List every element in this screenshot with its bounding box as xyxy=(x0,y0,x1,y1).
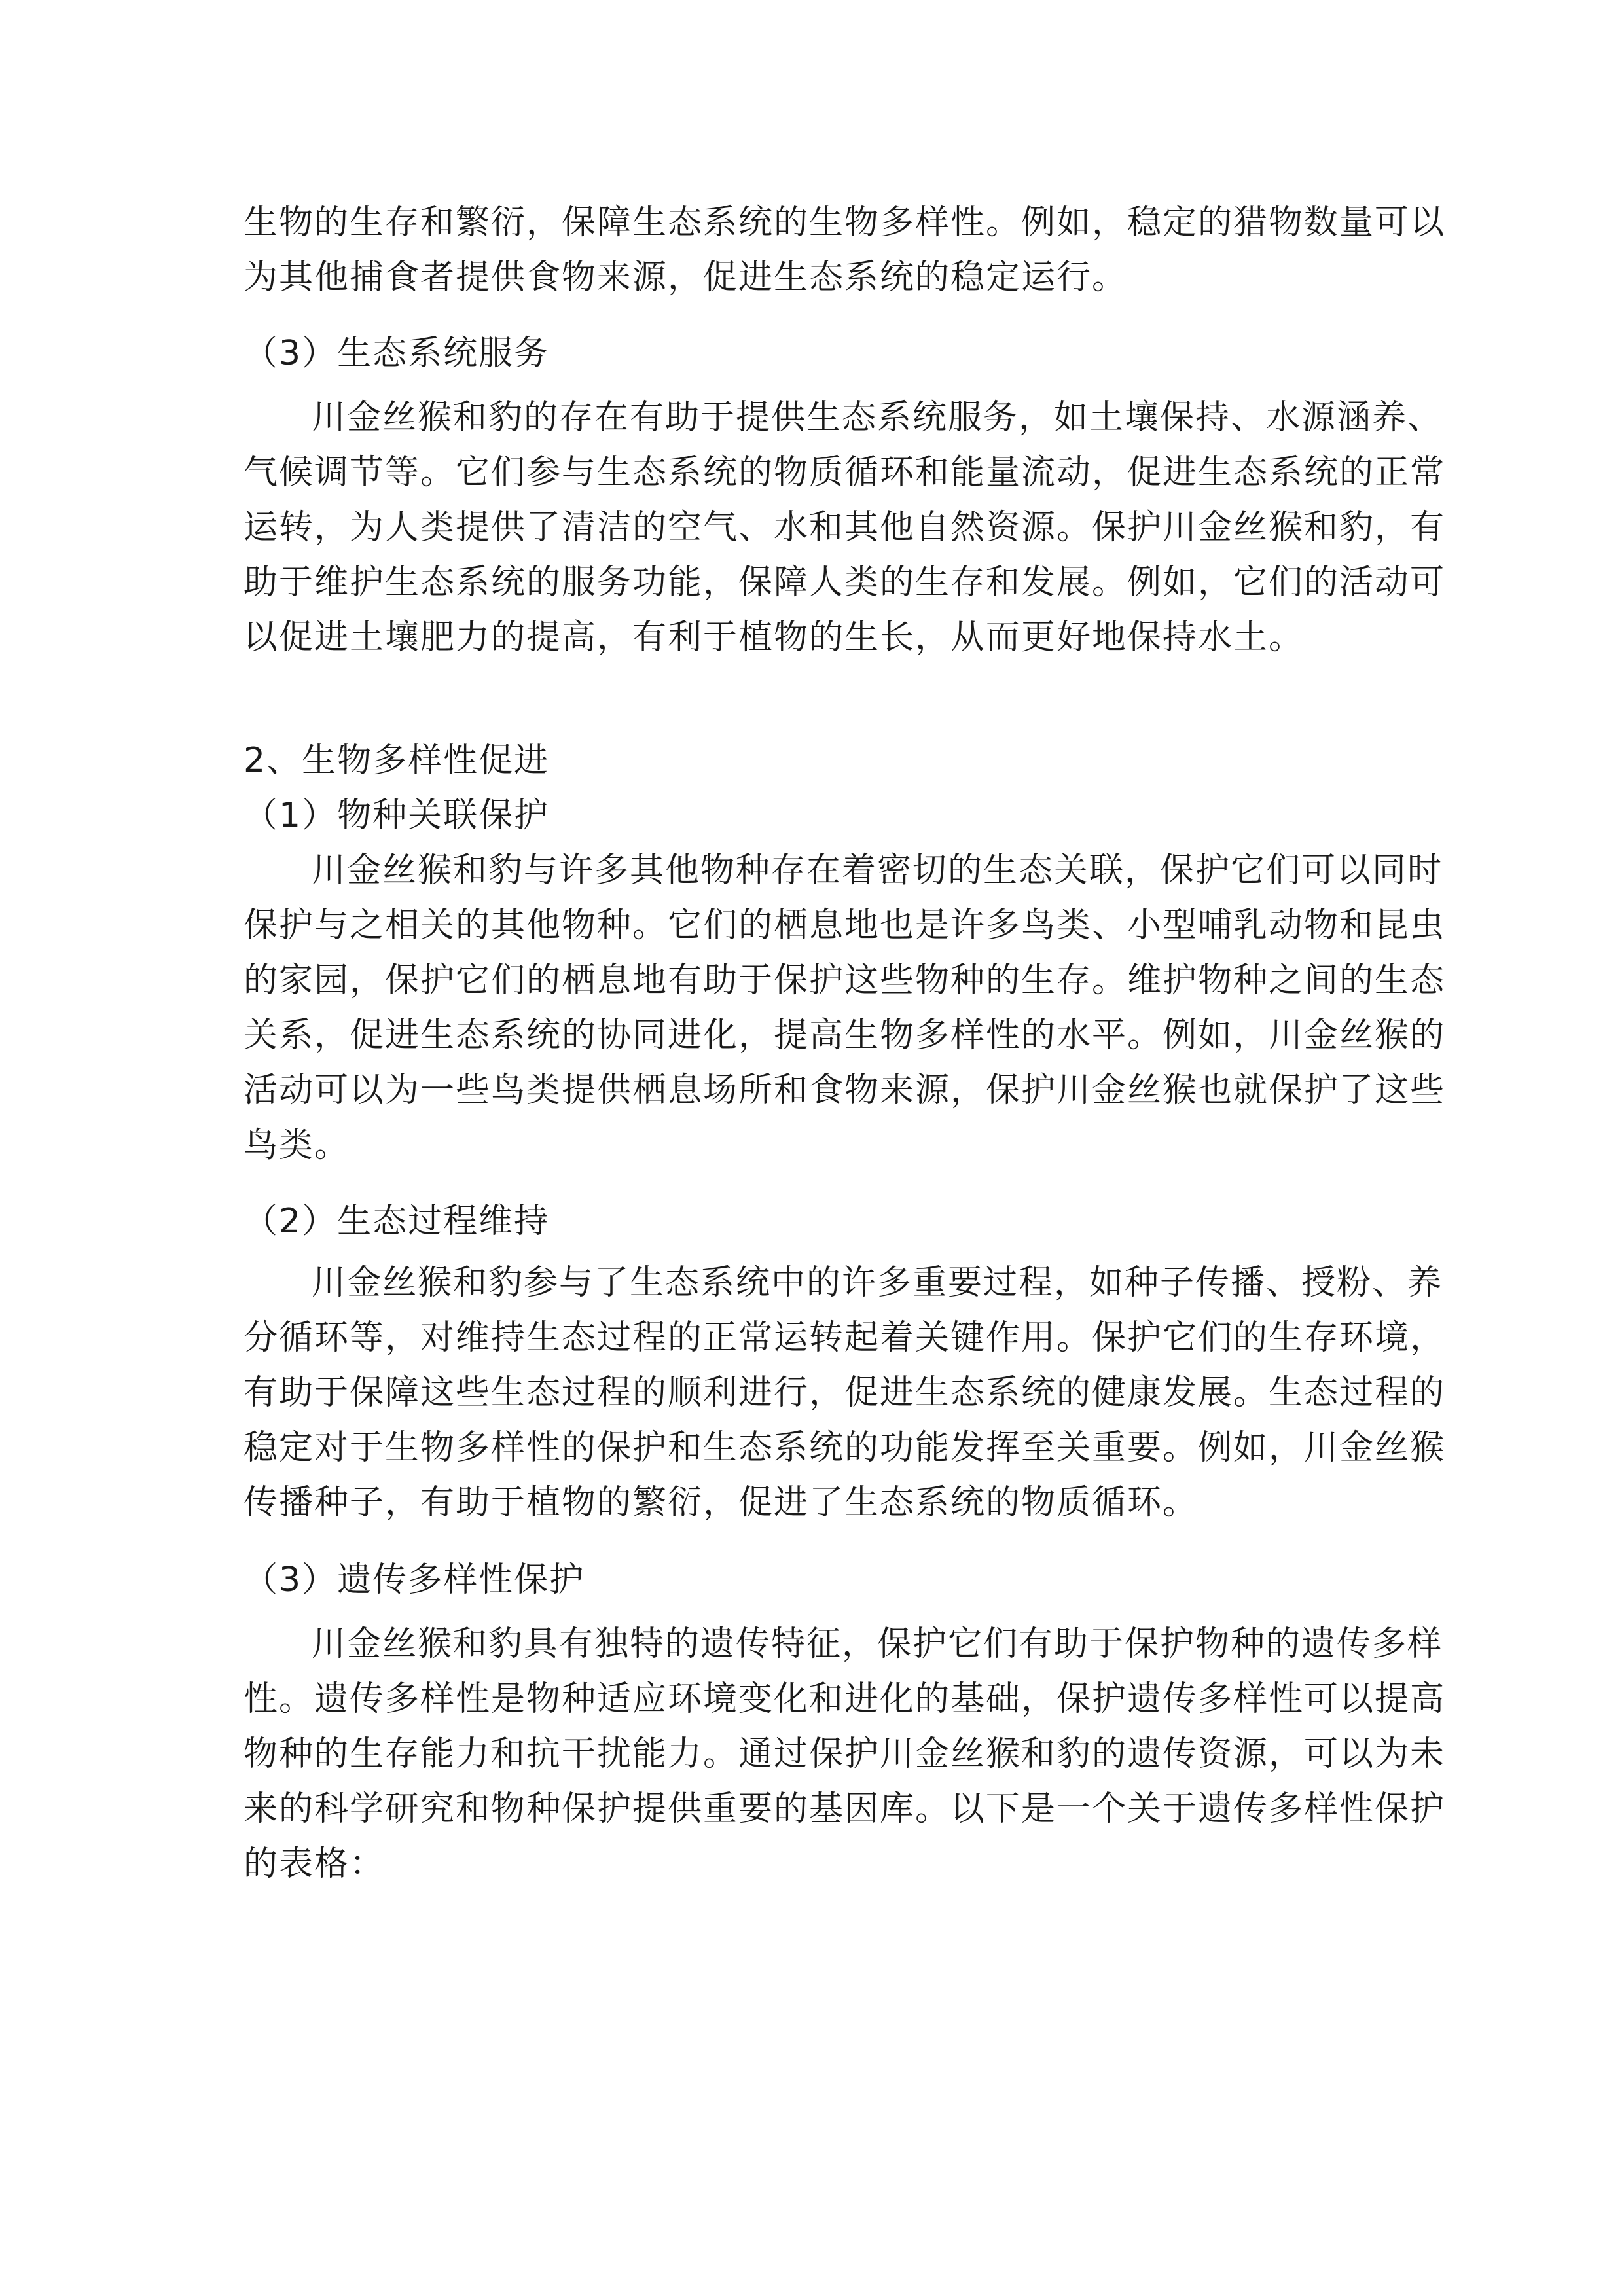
paragraph-line: 鸟类。 xyxy=(244,1126,350,1165)
paragraph-line: 有助于保障这些生态过程的顺利进行，促进生态系统的健康发展。生态过程的 xyxy=(244,1373,1446,1412)
paragraph-line: 分循环等，对维持生态过程的正常运转起着关键作用。保护它们的生存环境， xyxy=(244,1318,1446,1357)
paragraph-line: 气候调节等。它们参与生态系统的物质循环和能量流动，促进生态系统的正常 xyxy=(244,453,1446,492)
paragraph-line: 川金丝猴和豹参与了生态系统中的许多重要过程，如种子传播、授粉、养 xyxy=(312,1263,1443,1302)
section-heading: 2、生物多样性促进 xyxy=(244,741,550,780)
paragraph-line: 稳定对于生物多样性的保护和生态系统的功能发挥至关重要。例如，川金丝猴 xyxy=(244,1428,1446,1467)
paragraph-line: 川金丝猴和豹的存在有助于提供生态系统服务，如土壤保持、水源涵养、 xyxy=(312,398,1443,437)
paragraph-line: 助于维护生态系统的服务功能，保障人类的生存和发展。例如，它们的活动可 xyxy=(244,563,1446,602)
paragraph-line: 为其他捕食者提供食物来源，促进生态系统的稳定运行。 xyxy=(244,258,1128,297)
paragraph-line: 以促进土壤肥力的提高，有利于植物的生长，从而更好地保持水土。 xyxy=(244,618,1305,657)
paragraph-line: 的家园，保护它们的栖息地有助于保护这些物种的生存。维护物种之间的生态 xyxy=(244,961,1446,1000)
paragraph-line: 性。遗传多样性是物种适应环境变化和进化的基础，保护遗传多样性可以提高 xyxy=(244,1679,1446,1719)
paragraph-line: 生物的生存和繁衍，保障生态系统的生物多样性。例如，稳定的猎物数量可以 xyxy=(244,203,1446,242)
section-heading: （3）生态系统服务 xyxy=(244,334,550,373)
section-heading: （3）遗传多样性保护 xyxy=(244,1560,585,1600)
section-heading: （2）生态过程维持 xyxy=(244,1202,550,1241)
section-heading: （1）物种关联保护 xyxy=(244,796,550,835)
paragraph-line: 的表格： xyxy=(244,1844,386,1884)
paragraph-line: 关系，促进生态系统的协同进化，提高生物多样性的水平。例如，川金丝猴的 xyxy=(244,1016,1446,1055)
paragraph-line: 川金丝猴和豹具有独特的遗传特征，保护它们有助于保护物种的遗传多样 xyxy=(312,1624,1443,1664)
paragraph-line: 传播种子，有助于植物的繁衍，促进了生态系统的物质循环。 xyxy=(244,1483,1199,1522)
paragraph-line: 活动可以为一些鸟类提供栖息场所和食物来源，保护川金丝猴也就保护了这些 xyxy=(244,1071,1446,1110)
paragraph-line: 运转，为人类提供了清洁的空气、水和其他自然资源。保护川金丝猴和豹，有 xyxy=(244,508,1446,547)
paragraph-line: 川金丝猴和豹与许多其他物种存在着密切的生态关联，保护它们可以同时 xyxy=(312,851,1443,890)
paragraph-line: 来的科学研究和物种保护提供重要的基因库。以下是一个关于遗传多样性保护 xyxy=(244,1789,1446,1829)
paragraph-line: 保护与之相关的其他物种。它们的栖息地也是许多鸟类、小型哺乳动物和昆虫 xyxy=(244,906,1446,945)
paragraph-line: 物种的生存能力和抗干扰能力。通过保护川金丝猴和豹的遗传资源，可以为未 xyxy=(244,1734,1446,1774)
